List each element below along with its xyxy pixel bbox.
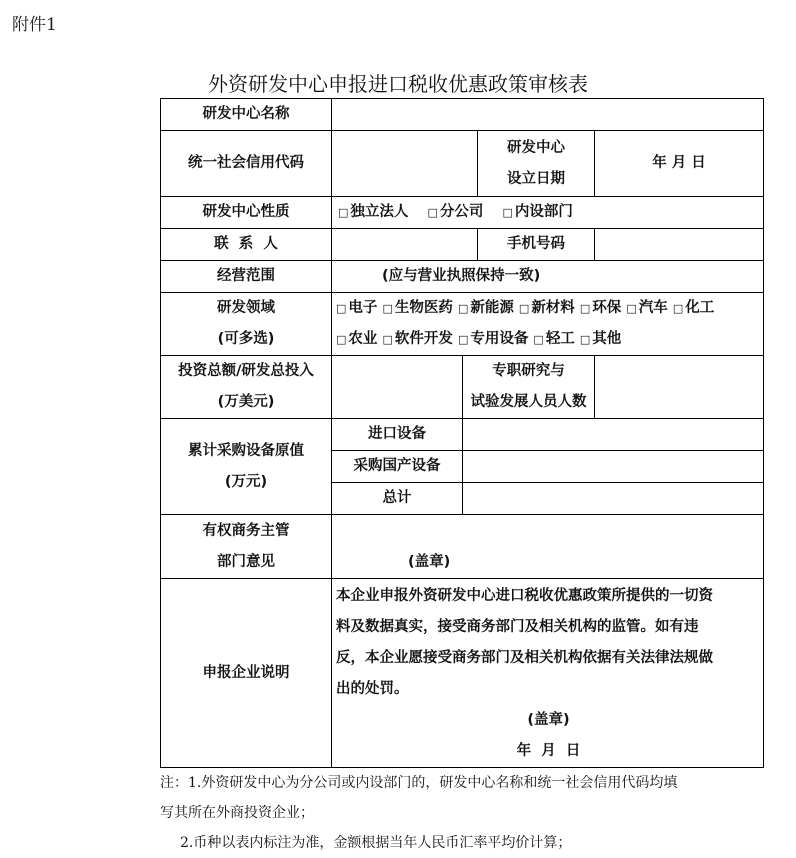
checkbox-icon[interactable]: □ <box>457 333 469 346</box>
declaration-seal: (盖章) <box>527 712 570 728</box>
row-investment <box>161 356 764 419</box>
option-label: 电子 <box>348 300 378 316</box>
attachment-label: 附件1 <box>12 15 57 35</box>
commerce-opinion-label-line1: 有权商务主管 <box>202 522 290 539</box>
declaration-date: 年 月 日 <box>516 743 581 759</box>
staff-count-label-line1: 专职研究与 <box>492 363 565 379</box>
declaration-line1: 本企业申报外资研发中心进口税收优惠政策所提供的一切资 <box>336 588 713 604</box>
option-biomedicine[interactable] <box>382 300 452 316</box>
checkbox-icon[interactable]: □ <box>382 302 393 315</box>
option-label: 环保 <box>592 300 622 316</box>
row-equipment-imported <box>161 419 764 451</box>
business-scope-note: (应与营业执照保持一致) <box>382 268 541 284</box>
notes <box>160 768 770 858</box>
option-label: 生物医药 <box>394 300 453 316</box>
row-center-name <box>161 99 764 131</box>
staff-count-label-line2: 试验发展人员人数 <box>470 394 587 410</box>
checkbox-icon[interactable]: □ <box>457 302 469 315</box>
row-rd-field <box>161 293 764 356</box>
option-label: 化工 <box>685 300 715 316</box>
staff-count-field[interactable] <box>595 356 764 419</box>
domestic-equipment-field[interactable] <box>463 451 764 483</box>
rd-field-label-line1: 研发领域 <box>217 300 275 316</box>
equipment-label-line1: 累计采购设备原值 <box>188 442 304 459</box>
option-light-industry[interactable] <box>533 331 574 347</box>
checkbox-icon[interactable]: □ <box>533 333 544 346</box>
center-name-field[interactable] <box>332 99 764 131</box>
option-label: 汽车 <box>638 300 668 316</box>
row-business-scope <box>161 261 764 293</box>
option-software[interactable] <box>382 331 452 347</box>
est-date-field[interactable]: 年 月 日 <box>595 131 764 197</box>
checkbox-icon[interactable]: □ <box>579 302 591 315</box>
business-scope-label: 经营范围 <box>161 261 332 293</box>
investment-field[interactable] <box>332 356 463 419</box>
imported-equipment-label: 进口设备 <box>332 419 463 451</box>
checkbox-icon[interactable]: □ <box>502 206 513 219</box>
business-scope-field[interactable] <box>332 261 764 293</box>
checkbox-icon[interactable]: □ <box>579 333 591 346</box>
declaration-label: 申报企业说明 <box>161 579 332 768</box>
investment-label <box>161 356 332 419</box>
option-label: 内设部门 <box>514 204 573 220</box>
option-label: 农业 <box>348 331 378 347</box>
equipment-label <box>161 419 332 515</box>
note1-line1: 注：1.外资研发中心为分公司或内设部门的，研发中心名称和统一社会信用代码均填 <box>160 775 678 791</box>
checkbox-icon[interactable]: □ <box>338 206 349 219</box>
checkbox-icon[interactable]: □ <box>382 333 393 346</box>
note1-line2: 写其所在外商投资企业； <box>160 805 314 821</box>
row-declaration <box>161 579 764 768</box>
row-nature <box>161 197 764 229</box>
checkbox-icon[interactable]: □ <box>336 302 347 315</box>
option-new-materials[interactable] <box>519 300 575 316</box>
nature-label: 研发中心性质 <box>161 197 332 229</box>
checkbox-icon[interactable]: □ <box>672 302 684 315</box>
option-label: 独立法人 <box>350 204 409 220</box>
option-special-equipment[interactable] <box>458 331 528 347</box>
option-chemical[interactable] <box>673 300 714 316</box>
rd-field-label <box>161 293 332 356</box>
declaration-line4: 出的处罚。 <box>336 681 409 697</box>
option-label: 软件开发 <box>394 331 453 347</box>
phone-field[interactable] <box>595 229 764 261</box>
rd-options-line2 <box>336 324 759 355</box>
equipment-label-line2: (万元) <box>224 473 268 490</box>
staff-count-label <box>463 356 595 419</box>
rd-field-options <box>332 293 764 356</box>
contact-label: 联 系 人 <box>161 229 332 261</box>
est-date-label-line2: 设立日期 <box>507 170 565 187</box>
rd-options-line1 <box>336 293 759 324</box>
commerce-opinion-field[interactable] <box>332 515 764 579</box>
credit-code-field[interactable] <box>332 131 478 197</box>
option-automotive[interactable] <box>626 300 667 316</box>
phone-label: 手机号码 <box>478 229 595 261</box>
checkbox-icon[interactable]: □ <box>518 302 530 315</box>
checkbox-icon[interactable]: □ <box>336 333 347 346</box>
option-independent-legal[interactable] <box>338 204 408 220</box>
row-contact <box>161 229 764 261</box>
checkbox-icon[interactable]: □ <box>427 206 438 219</box>
declaration-line3: 反，本企业愿接受商务部门及相关机构依据有关法律法规做 <box>336 650 713 666</box>
option-label: 专用设备 <box>470 331 529 347</box>
declaration-field <box>332 579 764 768</box>
row-credit-code <box>161 131 764 197</box>
option-label: 新能源 <box>470 300 514 316</box>
domestic-equipment-label: 采购国产设备 <box>332 451 463 483</box>
option-label: 轻工 <box>545 331 575 347</box>
row-commerce-opinion <box>161 515 764 579</box>
option-branch[interactable] <box>427 204 483 220</box>
option-electronics[interactable] <box>336 300 377 316</box>
declaration-text <box>332 579 763 767</box>
commerce-opinion-label <box>161 515 332 579</box>
investment-label-line2: (万美元) <box>217 394 275 410</box>
option-new-energy[interactable] <box>458 300 514 316</box>
option-label: 分公司 <box>439 204 484 220</box>
commerce-opinion-label-line2: 部门意见 <box>217 553 275 570</box>
equipment-total-label: 总计 <box>332 483 463 515</box>
option-label: 新材料 <box>531 300 575 316</box>
rd-field-label-line2: (可多选) <box>217 331 275 347</box>
est-date-label-line1: 研发中心 <box>507 139 565 156</box>
nature-options <box>332 197 764 229</box>
review-form-table <box>160 98 764 768</box>
checkbox-icon[interactable]: □ <box>626 302 637 315</box>
option-other[interactable] <box>580 331 621 347</box>
form-title: 外资研发中心申报进口税收优惠政策审核表 <box>208 72 588 96</box>
option-environmental[interactable] <box>580 300 621 316</box>
investment-label-line1: 投资总额/研发总投入 <box>178 363 314 379</box>
option-internal-dept[interactable] <box>502 204 572 220</box>
center-name-label: 研发中心名称 <box>161 99 332 131</box>
option-label: 其他 <box>592 331 622 347</box>
note2: 2.币种以表内标注为准，金额根据当年人民币汇率平均价计算； <box>180 835 572 851</box>
declaration-line2: 料及数据真实，接受商务部门及相关机构的监管。如有违 <box>336 619 699 635</box>
imported-equipment-field[interactable] <box>463 419 764 451</box>
option-agriculture[interactable] <box>336 331 377 347</box>
credit-code-label: 统一社会信用代码 <box>161 131 332 197</box>
contact-field[interactable] <box>332 229 478 261</box>
commerce-seal-label: (盖章) <box>408 554 451 570</box>
equipment-total-field[interactable] <box>463 483 764 515</box>
est-date-label <box>478 131 595 197</box>
